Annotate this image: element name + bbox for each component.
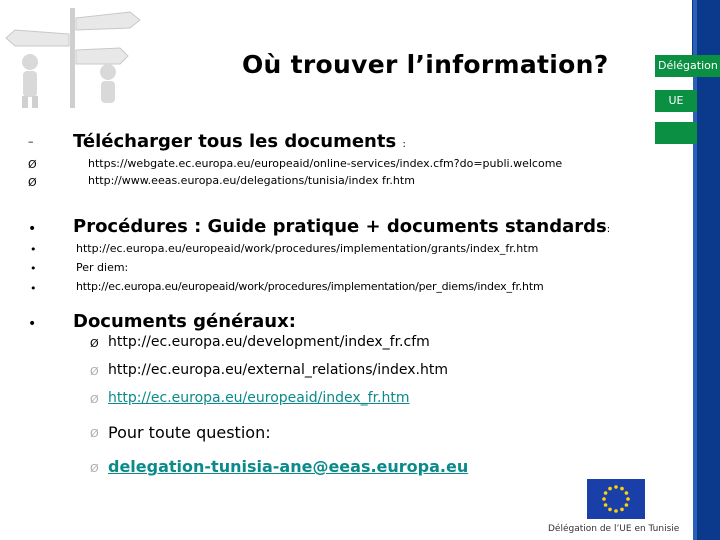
- contact-email-link[interactable]: delegation-tunisia-ane@eeas.europa.eu: [108, 457, 469, 476]
- section3-link-development[interactable]: http://ec.europa.eu/development/index_fr.cfm: [108, 334, 430, 350]
- section3-link-external-relations[interactable]: http://ec.europa.eu/external_relations/index.htm: [108, 362, 448, 378]
- section2-per-diem-label: Per diem:: [76, 261, 129, 274]
- arrow-bullet: Ø: [90, 462, 99, 475]
- page-title: Où trouver l’information?: [242, 50, 609, 79]
- section2-link-grants[interactable]: http://ec.europa.eu/europeaid/work/procedures/implementation/grants/index_fr.htm: [76, 242, 539, 255]
- question-label: Pour toute question:: [108, 423, 271, 442]
- section1-link-2[interactable]: http://www.eeas.europa.eu/delegations/tunisia/index fr.htm: [88, 174, 415, 187]
- dot-bullet: •: [28, 221, 37, 237]
- ue-tag: UE: [655, 90, 697, 112]
- eu-flag-icon: [587, 479, 645, 519]
- right-sidebar: [697, 0, 720, 540]
- signpost-people-illustration: [0, 0, 150, 110]
- dot-bullet: •: [30, 243, 37, 256]
- dot-bullet: •: [30, 262, 37, 275]
- dot-bullet: •: [30, 282, 37, 295]
- section1-heading: Télécharger tous les documents :: [73, 131, 406, 152]
- arrow-bullet: Ø: [90, 365, 99, 378]
- arrow-bullet: Ø: [90, 427, 99, 440]
- right-sidebar-shade: [693, 0, 697, 540]
- dot-bullet: •: [28, 316, 37, 332]
- section2-link-per-diems[interactable]: http://ec.europa.eu/europeaid/work/procedures/implementation/per_diems/index_fr.htm: [76, 280, 544, 293]
- arrow-bullet: Ø: [28, 158, 37, 171]
- section3-link-europeaid[interactable]: http://ec.europa.eu/europeaid/index_fr.htm: [108, 390, 410, 406]
- arrow-bullet: Ø: [28, 176, 37, 189]
- arrow-bullet: Ø: [90, 393, 99, 406]
- arrow-bullet: Ø: [90, 337, 99, 350]
- section3-heading: Documents généraux:: [73, 311, 296, 332]
- dash-bullet: –: [28, 135, 34, 148]
- footer-text: Délégation de l’UE en Tunisie: [548, 524, 680, 534]
- delegation-tag: Délégation: [655, 55, 720, 77]
- green-tag-empty: [655, 122, 697, 144]
- section2-heading: Procédures : Guide pratique + documents standards:: [73, 216, 611, 237]
- section1-link-1[interactable]: https://webgate.ec.europa.eu/europeaid/online-services/index.cfm?do=publi.welcome: [88, 157, 563, 170]
